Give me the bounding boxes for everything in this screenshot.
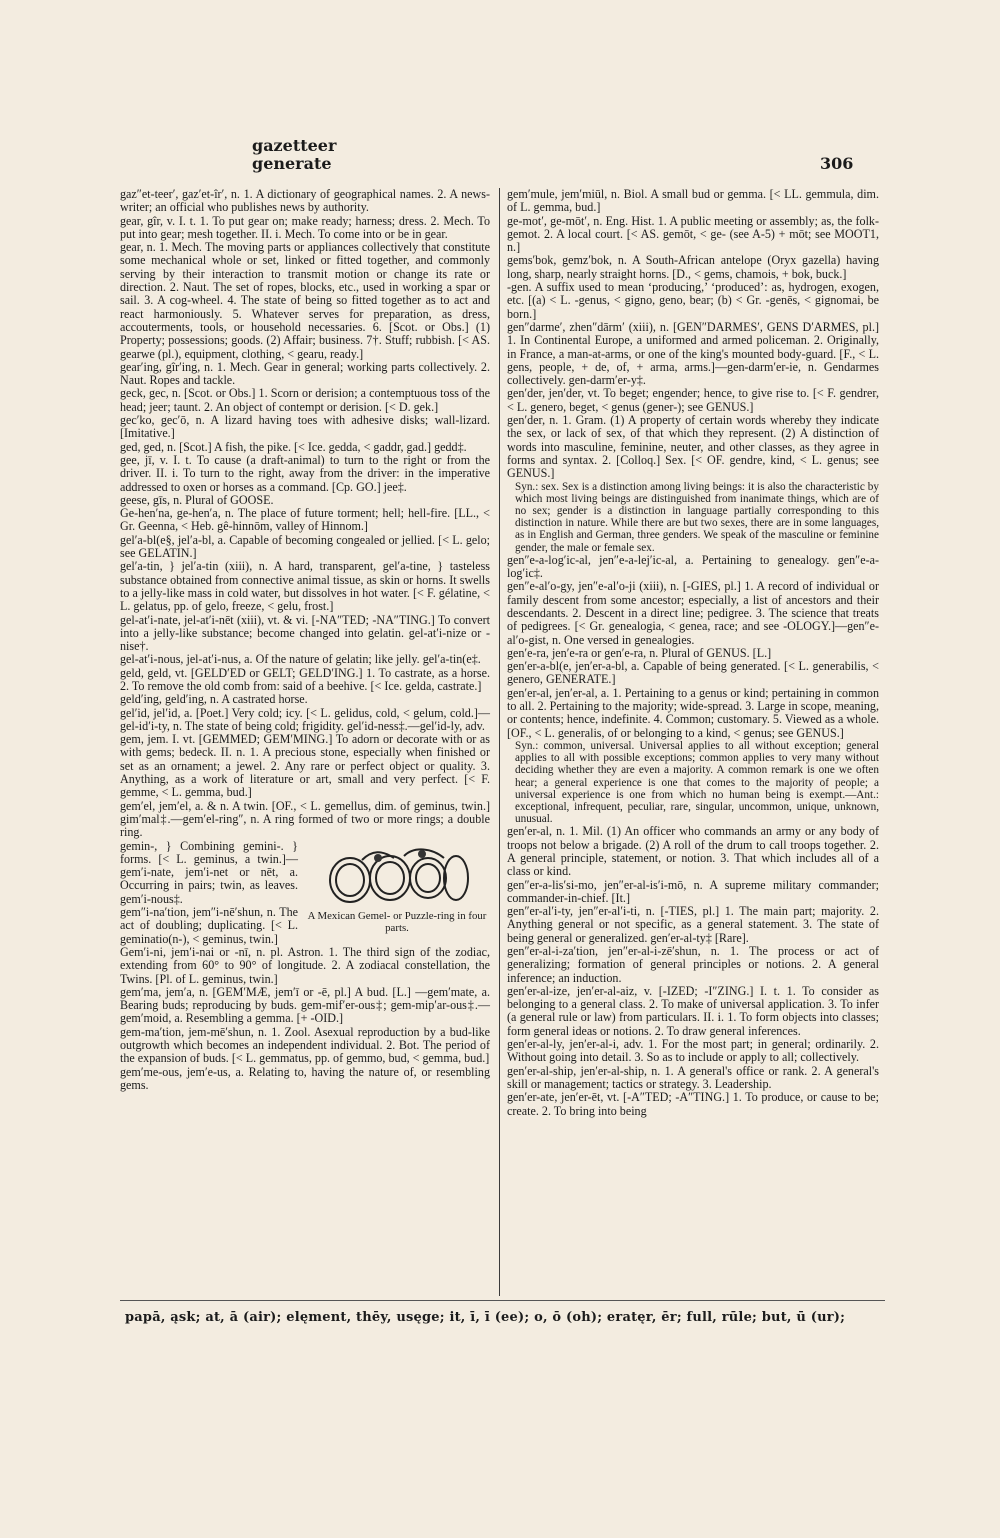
entry: gear, gîr, v. I. t. 1. To put gear on; make ready; harness; dress. 2. Mech. To put into gear; mesh together. II. i. Mech. To come into or be in gear. bbox=[120, 213, 490, 241]
entry: geld′ing, geld′ing, n. A castrated horse. bbox=[120, 692, 308, 707]
entry: gen′er-al, n. 1. Mil. (1) An officer who commands an army or any body of troops not below a brigade. (2) A roll of the drum to call troops together. 2. A general principle, statement, or notion. 3. That which includes all of a class or kind. bbox=[507, 824, 879, 879]
entry: gen′er-a-bl(e, jen′er-a-bl, a. Capable of being generated. [< L. generabilis, < genero, GENERATE.] bbox=[507, 659, 879, 687]
entry: gen′der, n. 1. Gram. (1) A property of certain words whereby they indicate the sex, or lack of sex, of that which they represent. (2) A distinction of words into masculine, feminine, neuter, and other classes, as they agree in forms and syntax. 2. [Colloq.] Sex. [< OF. gendre, kind, < L. genus; see GENUS.] bbox=[507, 413, 879, 481]
entry: gen′er-al, jen′er-al, a. 1. Pertaining to a genus or kind; pertaining in common to all. 2. Pertaining to the majority; wide-spread. 3. Large in scope, meaning, or contents; hence, indefinite. 4. Common; customary. 5. Viewed as a whole. [OF., < L. generalis, of or belonging to a kind, < genus; see GENUS.] bbox=[507, 685, 879, 740]
entry: gem″i-na′tion, jem″i-nē′shun, n. The act of doubling; duplicating. [< L. geminatio(n-), < geminus, twin.] bbox=[120, 905, 298, 946]
entry: gem′ma, jem′a, n. [GEM′MÆ, jem′ī or -ē, pl.] A bud. [L.] —gem′mate, a. Bearing buds; reproducing by buds. gem-mif′er-ous‡; gem-mip′ar-ous‡.—gem′moid, a. Resembling a gemma. [+ -OID.] bbox=[120, 984, 490, 1026]
figure-caption: A Mexican Gemel- or Puzzle-ring in four parts. bbox=[307, 909, 487, 934]
gemel-ring-illustration bbox=[322, 840, 472, 910]
entry: gee, jī, v. I. t. To cause (a draft-animal) to turn to the right or from the driver. II. i. To turn to the right, away from the driver: in the imperative addressed to oxen or horses as a command. [Cp. GO.] jee‡. bbox=[120, 452, 490, 494]
page-number: 306 bbox=[820, 154, 854, 173]
entry: geese, gīs, n. Plural of GOOSE. bbox=[120, 492, 274, 507]
entry: gaz″et-teer′, gaz′et-îr′, n. 1. A dictionary of geographical names. 2. A news-writer; an official who publishes news by authority. bbox=[120, 187, 490, 215]
left-column bbox=[120, 188, 490, 1092]
entry: gen′er-al-ize, jen′er-al-aiz, v. [-IZED; -I″ZING.] I. t. 1. To consider as belonging to a general class. 2. To make of universal application. 3. To infer (a general rule or law) from particulars. II. i. 1. To form objects into classes; form general ideas or notions. 2. To draw general inferences. bbox=[507, 983, 879, 1038]
footer-rule bbox=[120, 1300, 885, 1301]
entry: gear′ing, gîr′ing, n. 1. Mech. Gear in general; working parts collectively. 2. Naut. Ropes and tackle. bbox=[120, 359, 490, 388]
entry: gem, jem. I. vt. [GEMMED; GEM′MING.] To adorn or decorate with or as with gems; bedeck. II. n. 1. A precious stone, especially when finished or set as an ornament; a jewel. 2. Any rare or perfect object or quality. 3. Anything, as a work of literature or art, small and very perfect. [< F. gemme, < L. gemma, bud.] bbox=[120, 732, 490, 800]
entry: geck, gec, n. [Scot. or Obs.] 1. Scorn or derision; a contemptuous toss of the head; jeer; taunt. 2. An object of contempt or derision. [< D. gek.] bbox=[120, 386, 490, 414]
pronunciation-key: papā, ąsk; at, ā (air); elęment, thēy, usęge; it, ī, ī (ee); o, ō (oh); eratęr, ēr; full, rūle; but, ū (ur); bbox=[125, 1310, 846, 1325]
entry: geld, geld, vt. [GELD′ED or GELT; GELD′ING.] 1. To castrate, as a horse. 2. To remove the old comb from: said of a beehive. [< Ice. gelda, castrate.] bbox=[120, 665, 490, 693]
entry: gen′er-al-ship, jen′er-al-ship, n. 1. A general's office or rank. 2. A general's skill or management; tactics or strategy. 3. Leadership. bbox=[507, 1063, 879, 1091]
entry: gec′ko, gec′ō, n. A lizard having toes with adhesive disks; wall-lizard. [Imitative.] bbox=[120, 413, 490, 441]
synonym-note: Syn.: common, universal. Universal applies to all without exception; general applies to all with possible exceptions; common applies to very many without deciding whether they are even a majority. A common remark is one we often hear; a general experience is one that comes to the majority of people; a universal experience is one from which no human being is exempt.—Ant.: exceptional, infrequent, peculiar, rare, singular, uncommon, unique, unknown, unusual. bbox=[515, 739, 879, 826]
page-header bbox=[252, 136, 854, 173]
entry: gems′bok, gemz′bok, n. A South-African antelope (Oryx gazella) having long, sharp, nearly straight horns. [D., < gems, chamois, + bok, buck.] bbox=[507, 253, 879, 281]
entry: -gen. A suffix used to mean ‘producing,’ ‘produced’: as, hydrogen, exogen, etc. [(a) < L. -genus, < gigno, geno, bear; (b) < Gr. -genēs, < gignomai, be born.] bbox=[507, 280, 879, 321]
entry: gel′a-tin, } jel′a-tin (xiii), n. A hard, transparent, gel′a-tine, } tasteless substance obtained from connective animal tissue, as skin or horns. It swells to a jelly-like mass in cold water, but dissolves in hot water. [< F. gélatine, < L. gelatus, pp. of gelo, freeze, < gelu, frost.] bbox=[120, 559, 490, 614]
column-divider bbox=[499, 188, 500, 1296]
entry: gem-ma′tion, jem-mē′shun, n. 1. Zool. Asexual reproduction by a bud-like outgrowth which becomes an independent individual. 2. Bot. The period of the expansion of buds. [< L. gemmatus, pp. of gemmo, bud, < gemma, bud.] bbox=[120, 1024, 490, 1066]
guide-word-first: gazetteer bbox=[252, 136, 337, 155]
entry: gel′id, jel′id, a. [Poet.] Very cold; icy. [< L. gelidus, cold, < gelum, cold.]—gel-id′i-ty, n. The state of being cold; frigidity. gel′id-ness‡.—gel′id-ly, adv. bbox=[120, 705, 490, 733]
gemel-ring-figure bbox=[304, 840, 490, 934]
entry: gel-at′i-nate, jel-at′i-nēt (xiii), vt. & vi. [-NA″TED; -NA″TING.] To convert into a jelly-like substance; become changed into gelatin. gel-at′i-nize or -nise†. bbox=[120, 612, 490, 654]
entry: gen″e-al′o-gy, jen″e-al′o-ji (xiii), n. [-GIES, pl.] 1. A record of individual or family descent from some ancestor; especially, a list of ancestors and their descendants. 2. Descent in a direct line; pedigree. 3. The science that treats of pedigrees. [< Gr. genealogia, < genea, race; and see -OLOGY.]—gen″e-al′o-gist, n. One versed in genealogies. bbox=[507, 579, 879, 647]
entry: gem′el, jem′el, a. & n. A twin. [OF., < L. gemellus, dim. of geminus, twin.] gim′mal‡.—gem′el-ring″, n. A ring formed of two or more rings; a double ring. bbox=[120, 798, 490, 840]
entry: gem′mule, jem′miūl, n. Biol. A small bud or gemma. [< LL. gemmula, dim. of L. gemma, bud.] bbox=[507, 187, 879, 215]
entry: Ge-hen′na, ge-hen′a, n. The place of future torment; hell; hell-fire. [LL., < Gr. Geenna, < Heb. gê-hinnōm, valley of Hinnom.] bbox=[120, 506, 490, 534]
entry: gen″e-a-log′ic-al, jen″e-a-lej′ic-al, a. Pertaining to genealogy. gen″e-a-log′ic‡. bbox=[507, 552, 879, 581]
entry: gen″er-al-i-za′tion, jen″er-al-i-zē′shun, n. 1. The process or act of generalizing; formation of general principles or notions. 2. A general inference; an induction. bbox=[507, 944, 879, 985]
entry: gel-at′i-nous, jel-at′i-nus, a. Of the nature of gelatin; like jelly. gel′a-tin(e‡. bbox=[120, 652, 481, 667]
entry: Gem′i-ni, jem′i-nai or -nī, n. pl. Astron. 1. The third sign of the zodiac, extending from 60° to 90° of longitude. 2. A zodiacal constellation, the Twins. [Pl. of L. geminus, twin.] bbox=[120, 944, 490, 986]
entry: ge-mot′, ge-mōt′, n. Eng. Hist. 1. A public meeting or assembly; as, the folk-gemot. 2. A local court. [< AS. gemōt, < ge- (see A-5) + mōt; see MOOT1, n.] bbox=[507, 213, 879, 255]
entry: gen′er-ate, jen′er-ēt, vt. [-A″TED; -A″TING.] 1. To produce, or cause to be; create. 2. To bring into being bbox=[507, 1090, 879, 1118]
entry: gen″er-al′i-ty, jen″er-al′i-ti, n. [-TIES, pl.] 1. The main part; majority. 2. Anything general or not specific, as a general statement. 3. The state of being general or generalized. gen′er-al-ty‡ [Rare]. bbox=[507, 904, 879, 945]
entry: gem′me-ous, jem′e-us, a. Relating to, having the nature of, or resembling gems. bbox=[120, 1064, 490, 1092]
entry: gel′a-bl(e§, jel′a-bl, a. Capable of becoming congealed or jellied. [< L. gelo; see GELATIN.] bbox=[120, 532, 490, 561]
entry: gen′er-al-ly, jen′er-al-i, adv. 1. For the most part; in general; ordinarily. 2. Without going into detail. 3. So as to include or apply to all; collectively. bbox=[507, 1037, 879, 1065]
entry: gen″er-a-lis′si-mo, jen″er-al-is′i-mō, n. A supreme military commander; commander-in-chief. [It.] bbox=[507, 877, 879, 905]
entry: gen′der, jen′der, vt. To beget; engender; hence, to give rise to. [< F. gendrer, < L. genero, beget, < genus (gener-); see GENUS.] bbox=[507, 386, 879, 414]
entry: ged, ged, n. [Scot.] A fish, the pike. [< Ice. gedda, < gaddr, gad.] gedd‡. bbox=[120, 439, 467, 454]
entry: gen′e-ra, jen′e-ra or gen′e-ra, n. Plural of GENUS. [L.] bbox=[507, 645, 772, 660]
entry: gen″darme′, zhen″dārm′ (xiii), n. [GEN″DARMES′, GENS D′ARMES, pl.] 1. In Continental Europe, a uniformed and armed policeman. 2. Originally, in France, a man-at-arms, or one of the king's mounted body-guard. [F., < L. gens, people, + de, of, + arma, arms.]—gen-darm′er-ie, n. Gendarmes collectively. gen-darm′er-y‡. bbox=[507, 319, 879, 388]
right-column bbox=[507, 188, 879, 1118]
entry: gemin-, } Combining gemini-. } forms. [< L. geminus, a twin.]—gem′i-nate, jem′i-net or nēt, a. Occurring in pairs; twin, as leaves. gem′i-nous‡. bbox=[120, 838, 298, 906]
synonym-note: Syn.: sex. Sex is a distinction among living beings: it is also the characteristic by which most living beings are distinguished from inanimate things, which are of no sex; gender is a distinction in language partially corresponding to this distinction in nature. While there are but two sexes, there are in some languages, as in English and German, three genders. We speak of the masculine or feminine gender, the male or female sex. bbox=[515, 480, 879, 554]
entry: gear, n. 1. Mech. The moving parts or appliances collectively that constitute some mechanical whole or set, linked or fitted together, and commonly serving by their interaction to transmit motion or change its rate or direction. 2. Naut. The set of ropes, blocks, etc., used in working a spar or sail. 3. A cog-wheel. 4. The state of being so fitted together as to act and react harmoniously. 5. Whatever serves for preparation, as dress, accouterments, tools, or household necessaries. 6. [Scot. or Obs.] (1) Property; possessions; goods. (2) Affair; business. 7†. Stuff; rubbish. [< AS. gearwe (pl.), equipment, clothing, < gearu, ready.] bbox=[120, 240, 490, 361]
guide-word-last: generate bbox=[252, 154, 332, 173]
